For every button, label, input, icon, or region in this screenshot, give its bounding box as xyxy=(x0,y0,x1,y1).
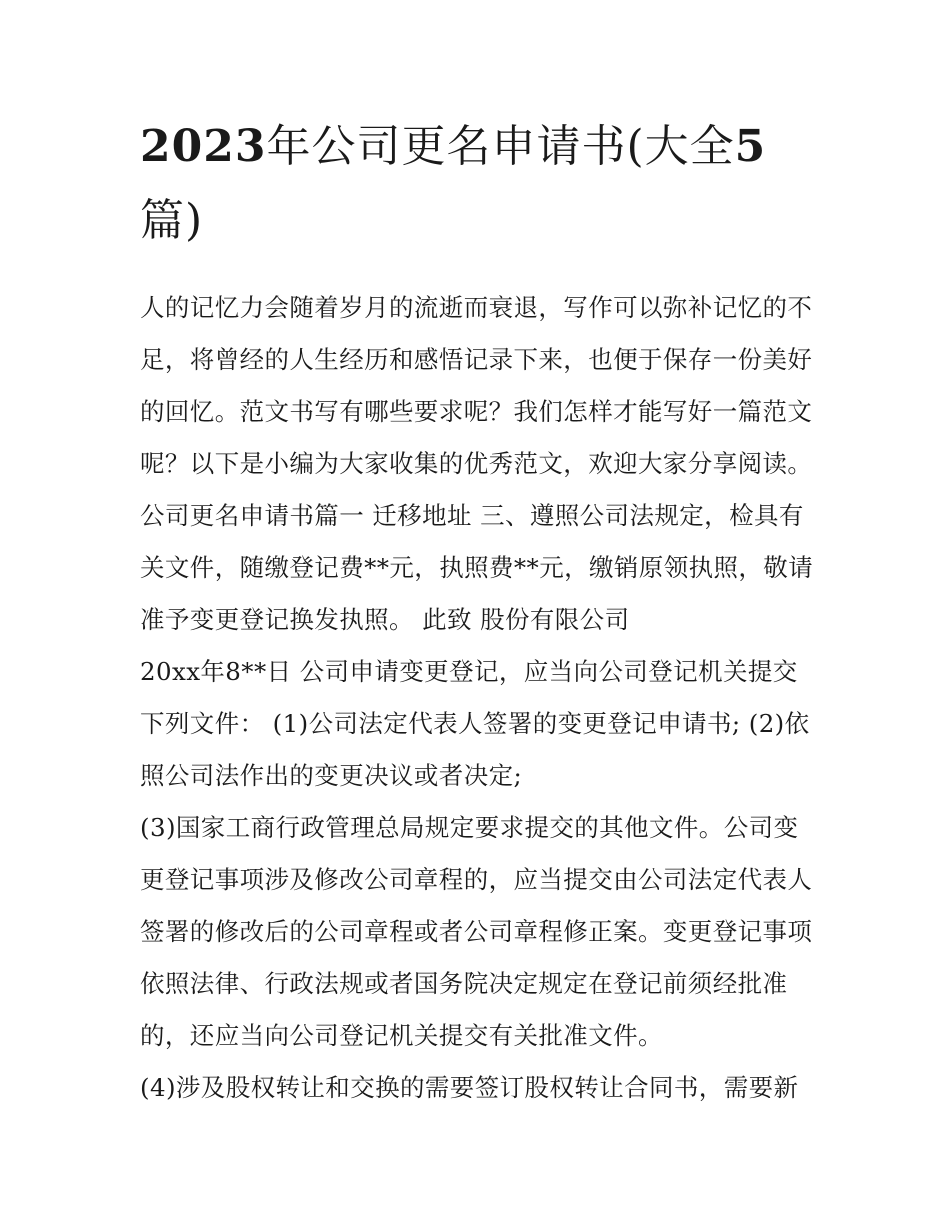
paragraph-intro: 人的记忆力会随着岁月的流逝而衰退，写作可以弥补记忆的不足，将曾经的人生经历和感悟记录下来，也便于保存一份美好的回忆。范文书写有哪些要求呢？我们怎样才能写好一篇范文呢？以下是小编为大家收集的优秀范文，欢迎大家分享阅读。 xyxy=(140,293,813,478)
document-page xyxy=(140,110,815,1114)
paragraph-other-documents: (3)国家工商行政管理总局规定要求提交的其他文件。公司变更登记事项涉及修改公司章程的，应当提交由公司法定代表人签署的修改后的公司章程或者公司章程修正案。变更登记事项依照法律、行政法规或者国务院决定规定在登记前须经批准的，还应当向公司登记机关提交有关批准文件。 xyxy=(140,813,813,1050)
paragraph-equity-transfer: (4)涉及股权转让和交换的需要签订股权转让合同书，需要新 xyxy=(140,1073,799,1102)
title-text: 年公司更名申请书(大全 xyxy=(266,121,735,172)
title-year: 2023 xyxy=(140,121,267,172)
title-count: 5 xyxy=(734,121,767,172)
paragraph-section-one: 公司更名申请书篇一 迁移地址 三、遵照公司法规定，检具有关文件，随缴登记费**元，执照费**元，缴销原领执照，敬请准予变更登记换发执照。 此致 股份有限公司 xyxy=(140,501,814,634)
document-title xyxy=(140,110,815,258)
title-end: 篇) xyxy=(140,195,204,246)
paragraph-filing-documents: 20xx年8**日 公司申请变更登记，应当向公司登记机关提交下列文件： (1)公司法定代表人签署的变更登记申请书; (2)依照公司法作出的变更决议或者决定; xyxy=(140,657,810,790)
document-body xyxy=(140,282,815,1114)
